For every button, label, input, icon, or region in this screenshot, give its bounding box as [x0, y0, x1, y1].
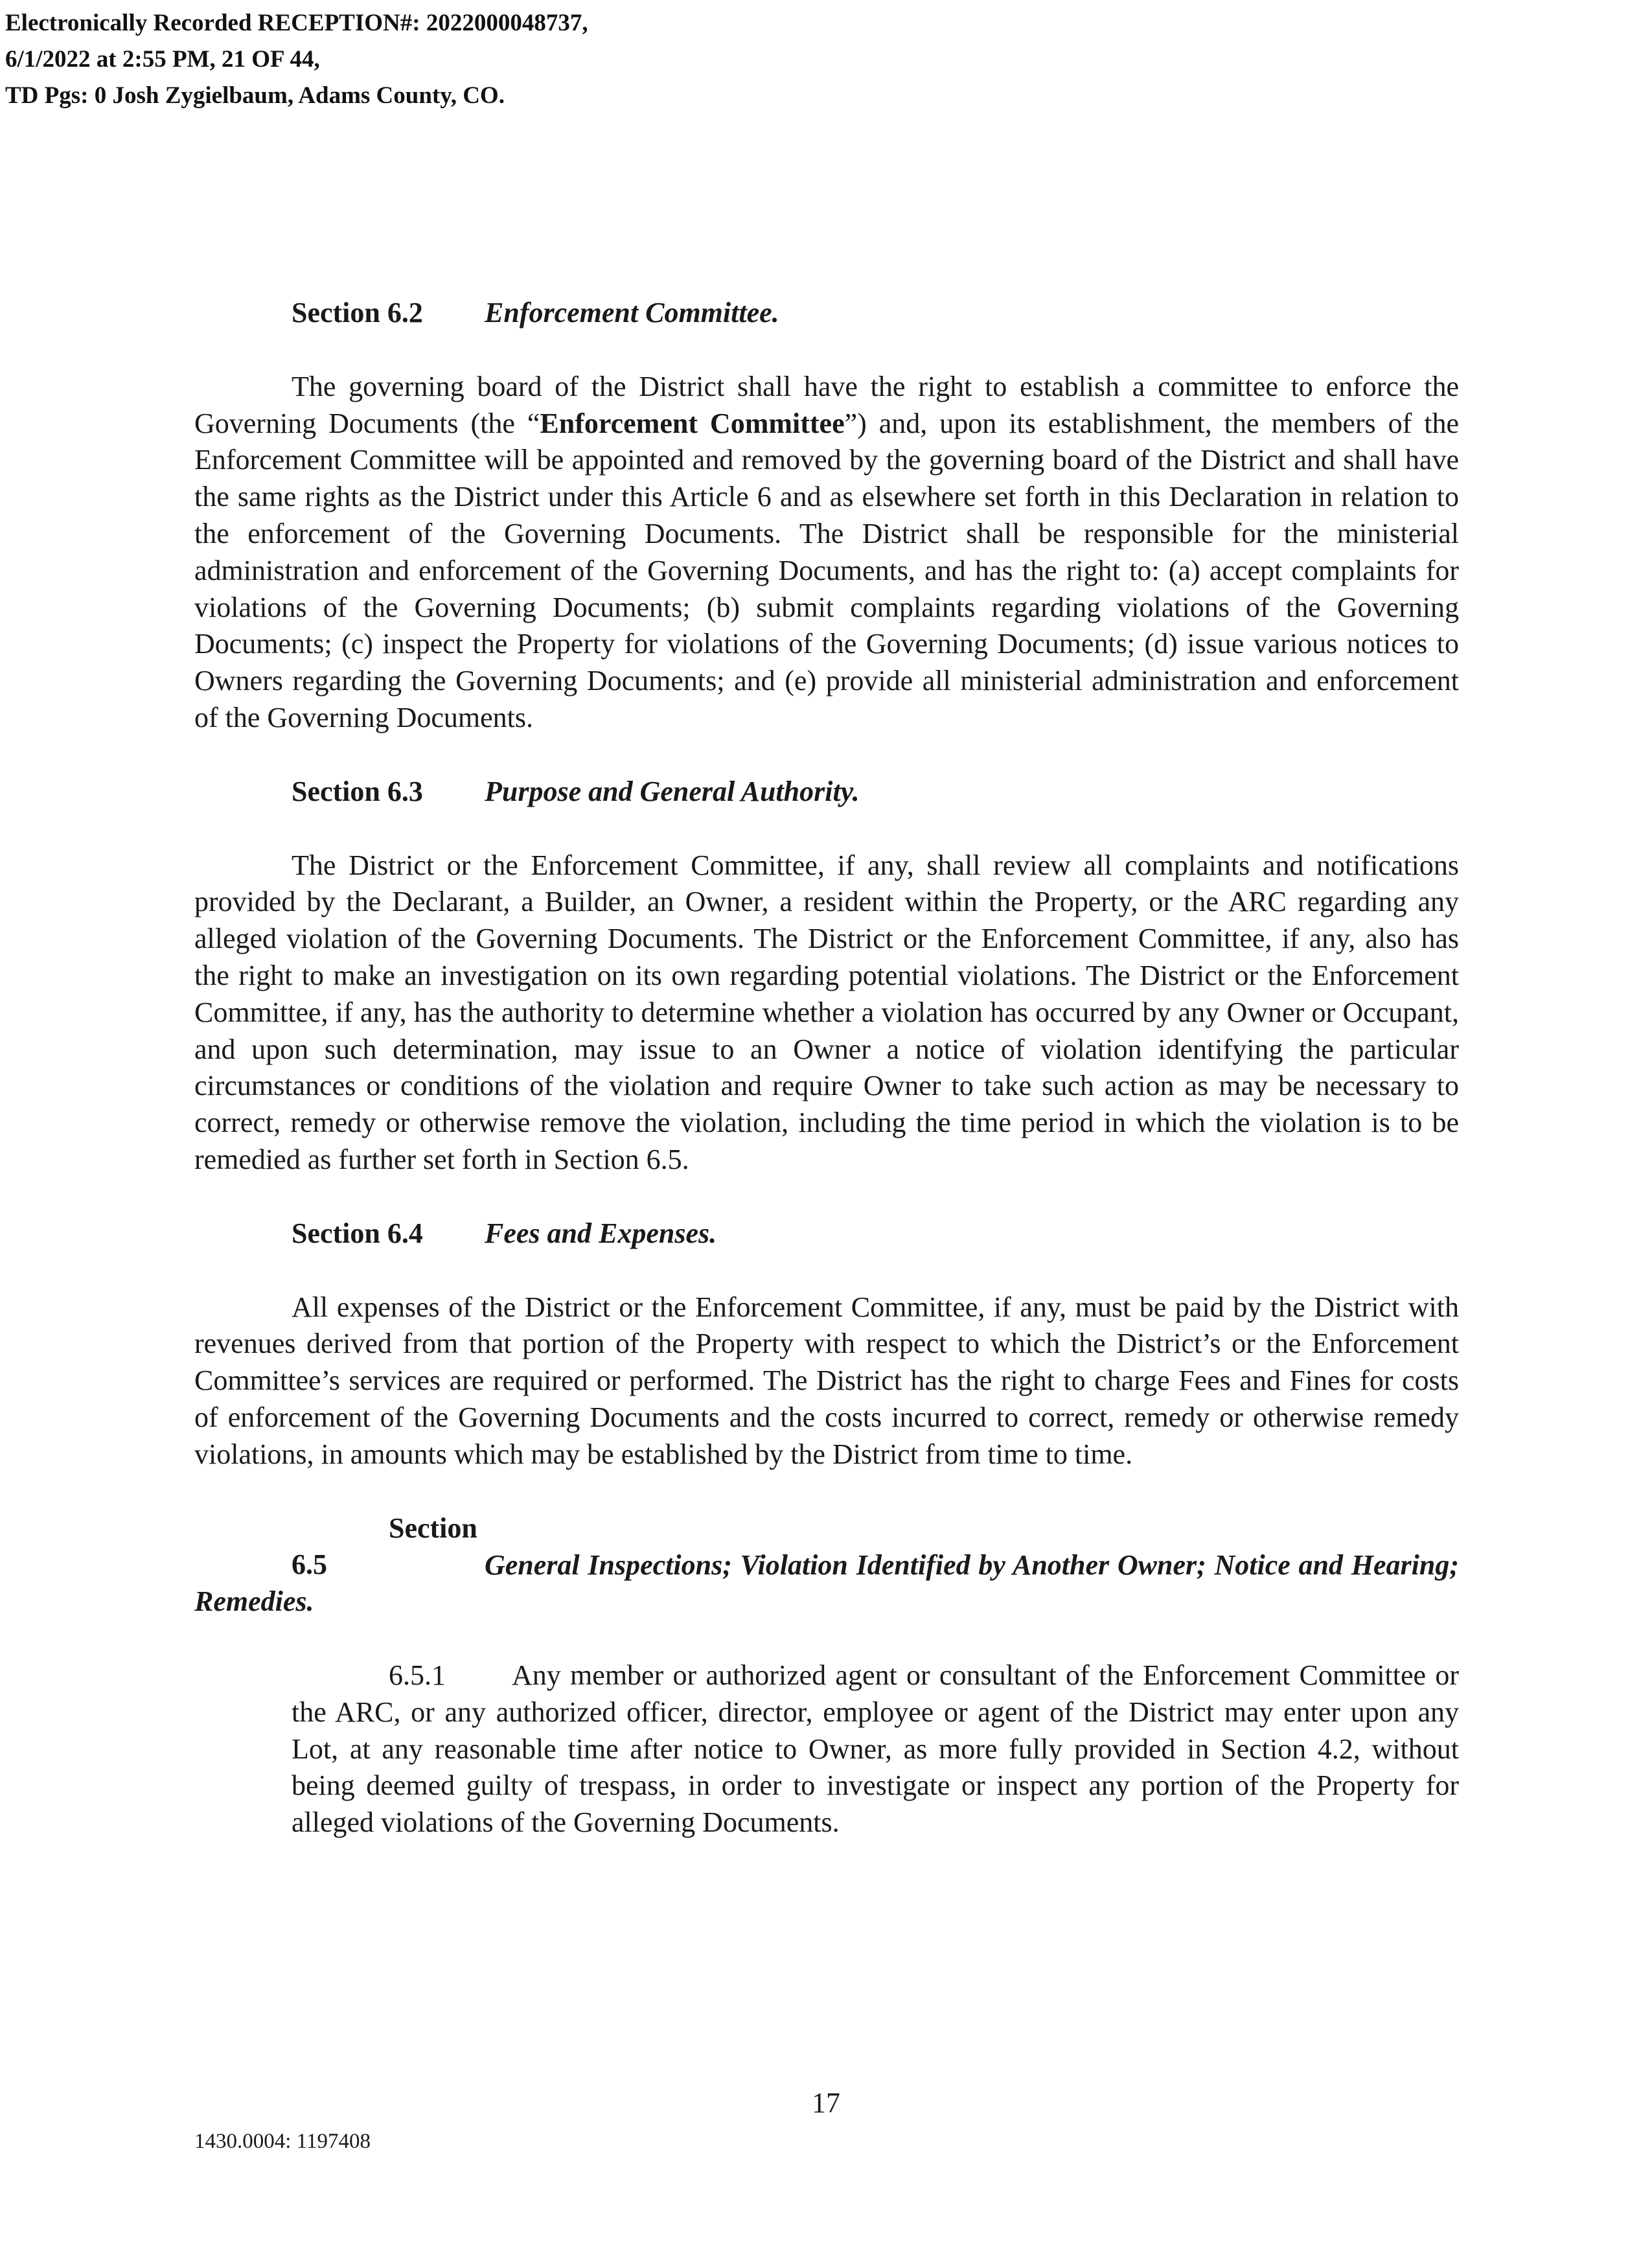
stamp-line-1: Electronically Recorded RECEPTION#: 2022000048737, [5, 10, 588, 36]
section-6-2-heading [194, 295, 1459, 332]
section-6-5-heading [194, 1510, 1459, 1620]
section-6-3-paragraph: The District or the Enforcement Committee, if any, shall review all complaints and notifications provided by the Declarant, a Builder, an Owner, a resident within the Property, or the ARC regarding any alleged violation of the Governing Documents. The District or the Enforcement Committee, if any, also has the right to make an investigation on its own regarding potential violations. The District or the Enforcement Committee, if any, has the authority to determine whether a violation has occurred by any Owner or Occupant, and upon such determination, may issue to an Owner a notice of violation identifying the particular circumstances or conditions of the violation and require Owner to take such action as may be necessary to correct, remedy or otherwise remove the violation, including the time period in which the violation is to be remedied as further set forth in Section 6.5. [194, 849, 1459, 1175]
section-number: Section 6.3 [292, 775, 423, 807]
section-title: Purpose and General Authority. [485, 775, 860, 807]
subsection-text: Any member or authorized agent or consultant of the Enforcement Committee or the ARC, or any authorized officer, director, employee or agent of the District may enter upon any Lot, at any reasonable time after notice to Owner, as more fully provided in Section 4.2, without being deemed guilty of trespass, in order to investigate or inspect any portion of the Property for alleged violations of the Governing Documents. [292, 1659, 1459, 1839]
section-number: Section 6.4 [292, 1217, 423, 1249]
section-title: Fees and Expenses. [485, 1217, 717, 1249]
subsection-6-5-1 [194, 1657, 1459, 1841]
recording-stamp [5, 5, 588, 114]
section-6-4-paragraph: All expenses of the District or the Enforcement Committee, if any, must be paid by the District with revenues derived from that portion of the Property with respect to which the District’s or the Enforcement Committee’s services are required or performed. The District has the right to charge Fees and Fines for costs of enforcement of the Governing Documents and the costs incurred to correct, remedy or otherwise remedy violations, in amounts which may be established by the District from time to time. [194, 1291, 1459, 1470]
document-id: 1430.0004: 1197408 [194, 2130, 371, 2153]
defined-term: Enforcement Committee [540, 407, 845, 439]
stamp-line-3: TD Pgs: 0 Josh Zygielbaum, Adams County, CO. [5, 82, 505, 109]
section-6-2-paragraph [194, 369, 1459, 737]
section-number: Section 6.5 [292, 1512, 477, 1581]
paragraph-text: The governing board of the District shall have the right to establish a committee to enforce the Governing Documents (the “ [194, 370, 1459, 439]
page-number: 17 [812, 2087, 840, 2119]
subsection-number: 6.5.1 [389, 1659, 446, 1691]
section-6-4-heading [194, 1215, 1459, 1252]
section-title: General Inspections; Violation Identified by Another Owner; Notice and Hearing; Remedies. [194, 1548, 1459, 1618]
section-number: Section 6.2 [292, 297, 423, 328]
paragraph-text: ”) and, upon its establishment, the members of the Enforcement Committee will be appointed and removed by the governing board of the District and shall have the same rights as the District under this Article 6 and as elsewhere set forth in this Declaration in relation to the enforcement of the Governing Documents. The District shall be responsible for the ministerial administration and enforcement of the Governing Documents, and has the right to: (a) accept complaints for violations of the Governing Documents; (b) submit complaints regarding violations of the Governing Documents; (c) inspect the Property for violations of the Governing Documents; (d) issue various notices to Owners regarding the Governing Documents; and (e) provide all ministerial administration and enforcement of the Governing Documents. [194, 407, 1459, 733]
document-body [194, 295, 1459, 1841]
section-title: Enforcement Committee. [485, 297, 779, 328]
stamp-line-2: 6/1/2022 at 2:55 PM, 21 OF 44, [5, 46, 320, 73]
section-6-3-heading [194, 774, 1459, 811]
